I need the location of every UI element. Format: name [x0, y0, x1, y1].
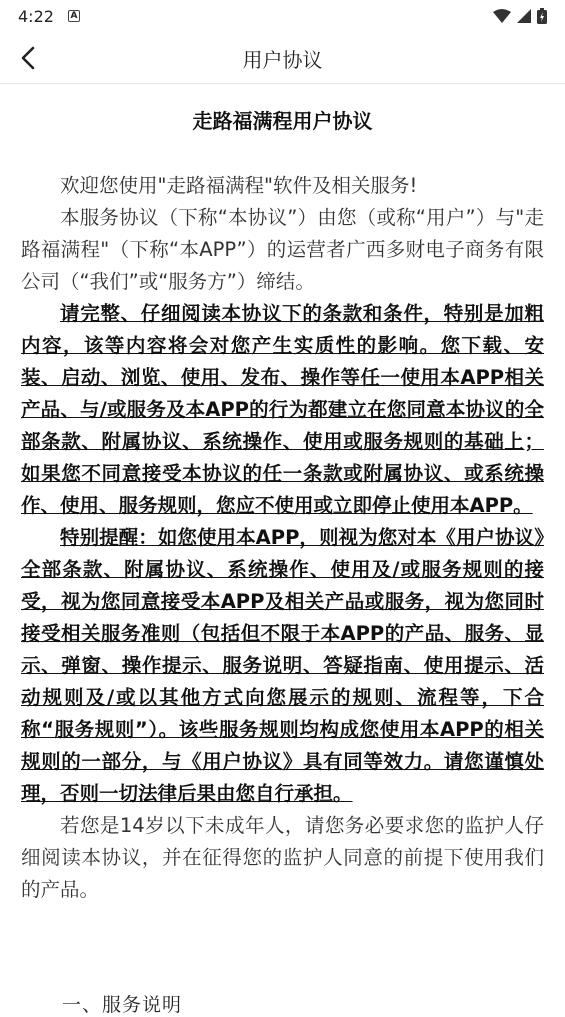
- status-time: 4:22: [18, 6, 54, 26]
- signal-icon: [517, 9, 531, 23]
- paragraph-read-carefully: 请完整、仔细阅读本协议下的条款和条件，特别是加粗内容，该等内容将会对您产生实质性的影响。您下载、安装、启动、浏览、使用、发布、操作等任一使用本APP相关产品、与/或服务及本APP的行为都建立在您同意本协议的全部条款、附属协议、系统操作、使用或服务规则的基础上；如果您不同意接受本协议的任一条款或附属协议、或系统操作、使用、服务规则，您应不使用或立即停止使用本APP。: [21, 302, 544, 517]
- status-bar: [0, 0, 565, 32]
- nav-bar: [0, 32, 565, 84]
- page-title: 用户协议: [242, 48, 323, 72]
- paragraph-minors: 若您是14岁以下未成年人，请您务必要求您的监护人仔细阅读本协议，并在征得您的监护人同意的前提下使用我们的产品。: [21, 814, 544, 901]
- document-title: 走路福满程用户协议: [192, 109, 373, 133]
- notification-a-icon: A: [68, 10, 80, 22]
- paragraph-special-reminder: 特别提醒：如您使用本APP，则视为您对本《用户协议》全部条款、附属协议、系统操作、使用及/或服务规则的接受，视为您同意接受本APP及相关产品或服务，视为您同时接受相关服务准则（包括但不限于本APP的产品、服务、显示、弹窗、操作提示、服务说明、答疑指南、使用提示、活动规则及/或以其他方式向您展示的规则、流程等，下合称“服务规则”）。该些服务规则均构成您使用本APP的相关规则的一部分，与《用户协议》具有同等效力。请您谨慎处理，否则一切法律后果由您自行承担。: [21, 526, 544, 805]
- status-left: [18, 7, 80, 26]
- section-heading: 一、服务说明: [62, 994, 183, 1016]
- agreement-content[interactable]: [21, 100, 544, 906]
- status-right: [493, 8, 547, 24]
- battery-icon: [537, 8, 547, 24]
- paragraph-welcome: 欢迎您使用"走路福满程"软件及相关服务!: [60, 174, 418, 197]
- paragraph-parties: 本服务协议（下称“本协议”）由您（或称“用户”）与"走路福满程"（下称“本APP”）的运营者广西多财电子商务有限公司（“我们”或“服务方”）缔结。: [21, 206, 544, 293]
- wifi-icon: [493, 9, 511, 23]
